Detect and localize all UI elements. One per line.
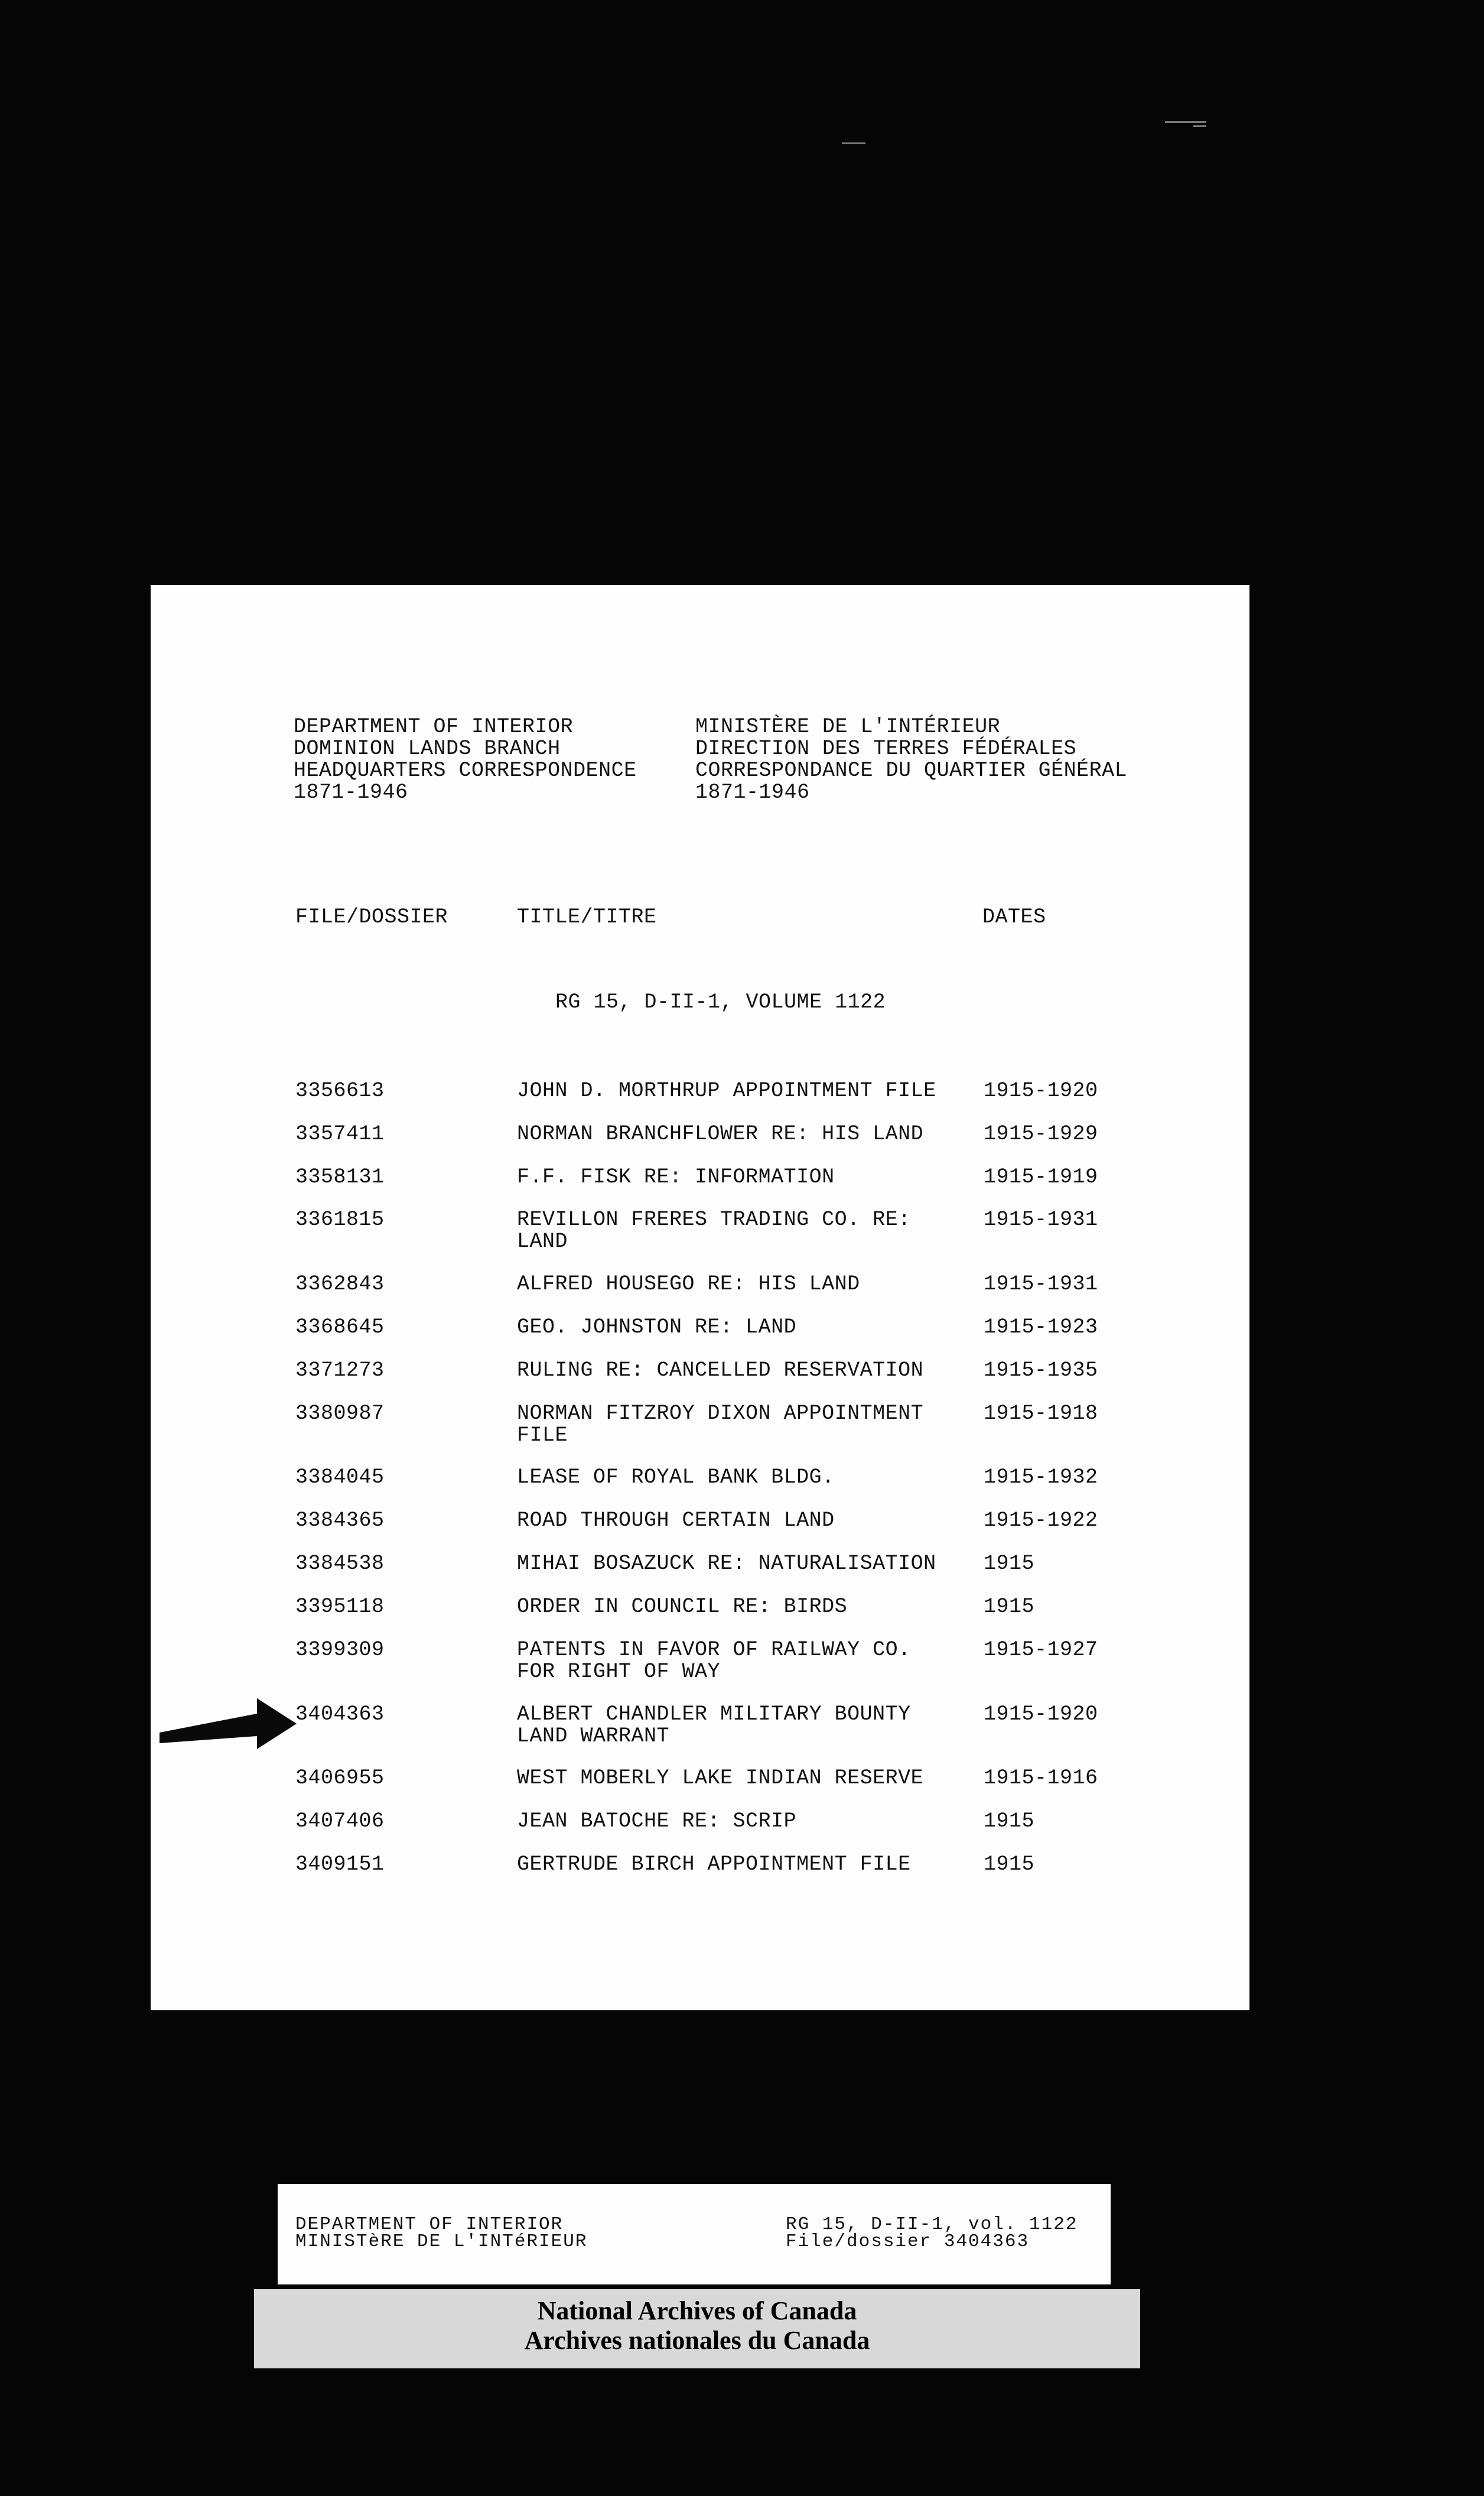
header-french-line: 1871-1946 — [695, 781, 810, 804]
file-number: 3356613 — [295, 1079, 385, 1103]
label-department — [295, 2216, 587, 2250]
file-dates: 1915-1919 — [984, 1165, 1098, 1189]
column-header-file: FILE/DOSSIER — [295, 905, 448, 929]
file-title: REVILLON FRERES TRADING CO. RE: LAND — [517, 1208, 911, 1253]
header-english — [294, 716, 637, 804]
file-number: 3406955 — [295, 1766, 385, 1790]
column-header-dates: DATES — [982, 905, 1046, 929]
file-number: 3371273 — [295, 1358, 385, 1382]
file-title: NORMAN BRANCHFLOWER RE: HIS LAND — [517, 1122, 924, 1146]
file-title: ROAD THROUGH CERTAIN LAND — [517, 1509, 835, 1532]
file-dates: 1915-1916 — [984, 1766, 1098, 1790]
file-dates: 1915-1927 — [984, 1638, 1098, 1662]
label-line: RG 15, D-II-1, vol. 1122 — [786, 2214, 1078, 2235]
header-english-line: DOMINION LANDS BRANCH — [294, 737, 561, 760]
file-number: 3368645 — [295, 1315, 385, 1339]
label-line: MINISTèRE DE L'INTéRIEUR — [295, 2231, 588, 2252]
file-title: F.F. FISK RE: INFORMATION — [517, 1165, 835, 1189]
label-line: File/dossier 3404363 — [786, 2231, 1030, 2252]
file-title: JEAN BATOCHE RE: SCRIP — [517, 1809, 797, 1833]
file-number: 3404363 — [295, 1702, 385, 1726]
file-title: RULING RE: CANCELLED RESERVATION — [517, 1358, 924, 1382]
file-title: NORMAN FITZROY DIXON APPOINTMENT FILE — [517, 1402, 924, 1447]
file-dates: 1915 — [984, 1852, 1035, 1876]
volume-reference: RG 15, D-II-1, VOLUME 1122 — [555, 990, 886, 1014]
header-french-line: MINISTÈRE DE L'INTÉRIEUR — [695, 715, 1001, 739]
file-number: 3384365 — [295, 1509, 385, 1532]
file-dates: 1915-1922 — [984, 1509, 1098, 1532]
file-title: ALBERT CHANDLER MILITARY BOUNTY LAND WARRANT — [517, 1702, 911, 1748]
file-title: GEO. JOHNSTON RE: LAND — [517, 1315, 797, 1339]
file-number: 3399309 — [295, 1638, 385, 1662]
file-number: 3407406 — [295, 1809, 385, 1833]
file-number: 3361815 — [295, 1208, 385, 1231]
file-dates: 1915 — [984, 1595, 1035, 1618]
file-number: 3409151 — [295, 1852, 385, 1876]
label-line: DEPARTMENT OF INTERIOR — [295, 2214, 564, 2235]
file-dates: 1915-1931 — [984, 1208, 1098, 1231]
file-dates: 1915-1931 — [984, 1272, 1098, 1296]
archives-name-english: National Archives of Canada — [537, 2296, 857, 2325]
file-dates: 1915-1932 — [984, 1465, 1098, 1489]
file-title: PATENTS IN FAVOR OF RAILWAY CO. FOR RIGHT OF WAY — [517, 1638, 911, 1684]
column-header-title: TITLE/TITRE — [517, 905, 657, 929]
label-reference — [786, 2216, 1078, 2250]
file-dates: 1915-1935 — [984, 1358, 1098, 1382]
header-french — [695, 716, 1127, 804]
file-dates: 1915-1920 — [984, 1079, 1098, 1103]
scan-speck — [1165, 121, 1206, 123]
header-french-line: CORRESPONDANCE DU QUARTIER GÉNÉRAL — [695, 759, 1128, 782]
file-title: ORDER IN COUNCIL RE: BIRDS — [517, 1595, 848, 1618]
file-number: 3384538 — [295, 1552, 385, 1575]
file-label — [278, 2184, 1111, 2284]
file-number: 3357411 — [295, 1122, 385, 1146]
arrow-right-icon — [160, 1691, 301, 1756]
file-number: 3395118 — [295, 1595, 385, 1618]
file-title: MIHAI BOSAZUCK RE: NATURALISATION — [517, 1552, 936, 1575]
file-dates: 1915-1923 — [984, 1315, 1098, 1339]
archives-banner — [254, 2289, 1140, 2368]
file-dates: 1915-1918 — [984, 1402, 1098, 1425]
file-dates: 1915-1920 — [984, 1702, 1098, 1726]
file-title: WEST MOBERLY LAKE INDIAN RESERVE — [517, 1766, 924, 1790]
header-english-line: HEADQUARTERS CORRESPONDENCE — [294, 759, 637, 782]
file-number: 3380987 — [295, 1402, 385, 1425]
file-title: LEASE OF ROYAL BANK BLDG. — [517, 1465, 835, 1489]
file-title: JOHN D. MORTHRUP APPOINTMENT FILE — [517, 1079, 936, 1103]
file-number: 3362843 — [295, 1272, 385, 1296]
file-number: 3358131 — [295, 1165, 385, 1189]
header-english-line: DEPARTMENT OF INTERIOR — [294, 715, 574, 739]
scan-speck — [842, 142, 865, 144]
file-number: 3384045 — [295, 1465, 385, 1489]
file-title: GERTRUDE BIRCH APPOINTMENT FILE — [517, 1852, 911, 1876]
file-dates: 1915-1929 — [984, 1122, 1098, 1146]
header-english-line: 1871-1946 — [294, 781, 408, 804]
file-title: ALFRED HOUSEGO RE: HIS LAND — [517, 1272, 860, 1296]
header-french-line: DIRECTION DES TERRES FÉDÉRALES — [695, 737, 1077, 760]
archives-name-french: Archives nationales du Canada — [524, 2326, 870, 2355]
file-dates: 1915 — [984, 1809, 1035, 1833]
file-dates: 1915 — [984, 1552, 1035, 1575]
scan-speck — [1193, 125, 1206, 127]
